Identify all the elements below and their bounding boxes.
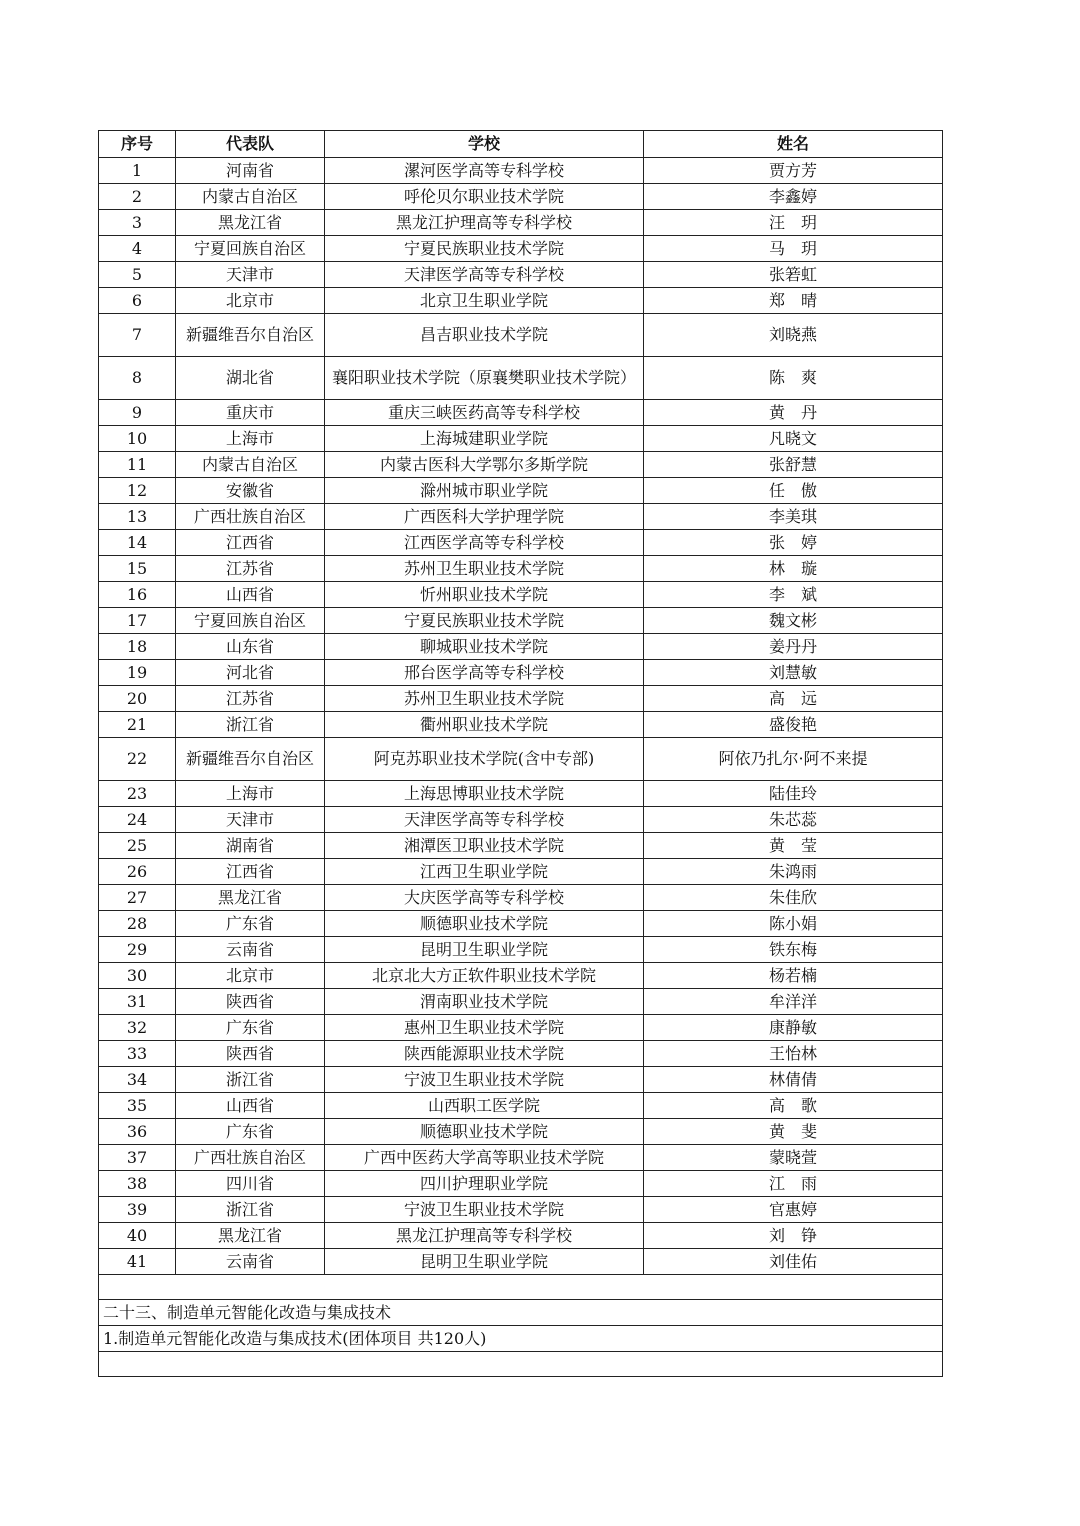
- cell-name: 王怡林: [644, 1041, 943, 1067]
- table-row: [99, 314, 943, 357]
- cell-name: 陆佳玲: [644, 781, 943, 807]
- cell-index: 35: [99, 1093, 176, 1119]
- cell-school: 宁夏民族职业技术学院: [325, 608, 644, 634]
- cell-index: 1: [99, 158, 176, 184]
- cell-school: 北京卫生职业学院: [325, 288, 644, 314]
- header-index: 序号: [99, 131, 176, 158]
- table-header-row: [99, 131, 943, 158]
- cell-school: 北京北大方正软件职业技术学院: [325, 963, 644, 989]
- cell-school: 湘潭医卫职业技术学院: [325, 833, 644, 859]
- table-row: [99, 1223, 943, 1249]
- cell-name: 林倩倩: [644, 1067, 943, 1093]
- table-row: [99, 582, 943, 608]
- cell-name: 刘 铮: [644, 1223, 943, 1249]
- cell-team: 天津市: [176, 807, 325, 833]
- cell-team: 宁夏回族自治区: [176, 608, 325, 634]
- cell-name: 贾方芳: [644, 158, 943, 184]
- cell-name: 阿依乃扎尔·阿不来提: [644, 738, 943, 781]
- cell-index: 20: [99, 686, 176, 712]
- cell-index: 2: [99, 184, 176, 210]
- cell-school: 忻州职业技术学院: [325, 582, 644, 608]
- cell-team: 广西壮族自治区: [176, 504, 325, 530]
- cell-team: 河南省: [176, 158, 325, 184]
- table-row: [99, 1041, 943, 1067]
- cell-name: 张箬虹: [644, 262, 943, 288]
- cell-school: 天津医学高等专科学校: [325, 262, 644, 288]
- table-row: [99, 184, 943, 210]
- table-row: [99, 357, 943, 400]
- cell-name: 黄 丹: [644, 400, 943, 426]
- cell-index: 12: [99, 478, 176, 504]
- cell-index: 41: [99, 1249, 176, 1275]
- cell-team: 宁夏回族自治区: [176, 236, 325, 262]
- cell-name: 蒙晓萱: [644, 1145, 943, 1171]
- cell-team: 四川省: [176, 1171, 325, 1197]
- cell-name: 汪 玥: [644, 210, 943, 236]
- table-row: [99, 686, 943, 712]
- cell-index: 40: [99, 1223, 176, 1249]
- cell-name: 马 玥: [644, 236, 943, 262]
- cell-school: 苏州卫生职业技术学院: [325, 556, 644, 582]
- table-row: [99, 452, 943, 478]
- cell-team: 湖北省: [176, 357, 325, 400]
- table-row: [99, 1093, 943, 1119]
- cell-school: 宁夏民族职业技术学院: [325, 236, 644, 262]
- table-row: [99, 963, 943, 989]
- table-row: [99, 426, 943, 452]
- cell-team: 江西省: [176, 859, 325, 885]
- table-row: [99, 634, 943, 660]
- cell-index: 28: [99, 911, 176, 937]
- cell-school: 江西医学高等专科学校: [325, 530, 644, 556]
- table-row: [99, 660, 943, 686]
- table-row: [99, 859, 943, 885]
- cell-name: 江 雨: [644, 1171, 943, 1197]
- table-row: [99, 712, 943, 738]
- cell-index: 14: [99, 530, 176, 556]
- cell-name: 林 璇: [644, 556, 943, 582]
- cell-team: 内蒙古自治区: [176, 452, 325, 478]
- cell-team: 上海市: [176, 426, 325, 452]
- cell-index: 24: [99, 807, 176, 833]
- cell-index: 16: [99, 582, 176, 608]
- cell-name: 朱佳欣: [644, 885, 943, 911]
- cell-school: 顺德职业技术学院: [325, 1119, 644, 1145]
- cell-team: 黑龙江省: [176, 1223, 325, 1249]
- table-row: [99, 833, 943, 859]
- cell-name: 李 斌: [644, 582, 943, 608]
- cell-index: 4: [99, 236, 176, 262]
- table-row: [99, 738, 943, 781]
- cell-school: 顺德职业技术学院: [325, 911, 644, 937]
- cell-name: 高 歌: [644, 1093, 943, 1119]
- cell-name: 官惠婷: [644, 1197, 943, 1223]
- cell-name: 康静敏: [644, 1015, 943, 1041]
- cell-name: 郑 晴: [644, 288, 943, 314]
- cell-name: 李鑫婷: [644, 184, 943, 210]
- cell-index: 32: [99, 1015, 176, 1041]
- cell-index: 3: [99, 210, 176, 236]
- cell-team: 江苏省: [176, 686, 325, 712]
- cell-school: 重庆三峡医药高等专科学校: [325, 400, 644, 426]
- cell-team: 浙江省: [176, 712, 325, 738]
- blank-row: [99, 1352, 943, 1377]
- table-row: [99, 210, 943, 236]
- cell-index: 26: [99, 859, 176, 885]
- cell-team: 山西省: [176, 582, 325, 608]
- cell-team: 黑龙江省: [176, 210, 325, 236]
- table-row: [99, 158, 943, 184]
- cell-school: 天津医学高等专科学校: [325, 807, 644, 833]
- cell-team: 天津市: [176, 262, 325, 288]
- cell-name: 凡晓文: [644, 426, 943, 452]
- cell-name: 陈小娟: [644, 911, 943, 937]
- cell-school: 邢台医学高等专科学校: [325, 660, 644, 686]
- cell-team: 云南省: [176, 937, 325, 963]
- table-row: [99, 530, 943, 556]
- cell-team: 上海市: [176, 781, 325, 807]
- table-body: [99, 158, 943, 1275]
- cell-index: 13: [99, 504, 176, 530]
- cell-index: 6: [99, 288, 176, 314]
- table-row: [99, 1249, 943, 1275]
- cell-school: 呼伦贝尔职业技术学院: [325, 184, 644, 210]
- cell-team: 北京市: [176, 963, 325, 989]
- cell-index: 21: [99, 712, 176, 738]
- cell-school: 漯河医学高等专科学校: [325, 158, 644, 184]
- cell-index: 22: [99, 738, 176, 781]
- cell-team: 新疆维吾尔自治区: [176, 314, 325, 357]
- section-subtitle: 1.制造单元智能化改造与集成技术(团体项目 共120人): [99, 1326, 943, 1352]
- cell-school: 四川护理职业学院: [325, 1171, 644, 1197]
- table-row: [99, 262, 943, 288]
- table-row: [99, 1171, 943, 1197]
- cell-name: 黄 斐: [644, 1119, 943, 1145]
- cell-name: 任 傲: [644, 478, 943, 504]
- cell-index: 34: [99, 1067, 176, 1093]
- cell-index: 7: [99, 314, 176, 357]
- cell-index: 5: [99, 262, 176, 288]
- cell-index: 27: [99, 885, 176, 911]
- cell-school: 聊城职业技术学院: [325, 634, 644, 660]
- cell-school: 广西医科大学护理学院: [325, 504, 644, 530]
- cell-school: 衢州职业技术学院: [325, 712, 644, 738]
- table-row: [99, 807, 943, 833]
- table-row: [99, 288, 943, 314]
- cell-school: 苏州卫生职业技术学院: [325, 686, 644, 712]
- table-row: [99, 1067, 943, 1093]
- table-row: [99, 911, 943, 937]
- cell-index: 11: [99, 452, 176, 478]
- cell-team: 湖南省: [176, 833, 325, 859]
- cell-school: 宁波卫生职业技术学院: [325, 1067, 644, 1093]
- cell-name: 刘佳佑: [644, 1249, 943, 1275]
- cell-name: 高 远: [644, 686, 943, 712]
- cell-name: 魏文彬: [644, 608, 943, 634]
- cell-index: 10: [99, 426, 176, 452]
- cell-school: 上海思博职业技术学院: [325, 781, 644, 807]
- cell-name: 盛俊艳: [644, 712, 943, 738]
- table-row: [99, 1145, 943, 1171]
- table-row: [99, 1197, 943, 1223]
- cell-index: 36: [99, 1119, 176, 1145]
- cell-index: 30: [99, 963, 176, 989]
- cell-index: 25: [99, 833, 176, 859]
- cell-school: 昆明卫生职业学院: [325, 937, 644, 963]
- cell-name: 杨若楠: [644, 963, 943, 989]
- results-table: [98, 130, 943, 1377]
- cell-index: 17: [99, 608, 176, 634]
- cell-index: 9: [99, 400, 176, 426]
- cell-name: 朱鸿雨: [644, 859, 943, 885]
- cell-name: 铁东梅: [644, 937, 943, 963]
- cell-team: 陕西省: [176, 1041, 325, 1067]
- cell-name: 陈 爽: [644, 357, 943, 400]
- cell-team: 江苏省: [176, 556, 325, 582]
- blank-row: [99, 1275, 943, 1300]
- cell-school: 黑龙江护理高等专科学校: [325, 210, 644, 236]
- cell-name: 朱芯蕊: [644, 807, 943, 833]
- table-row: [99, 400, 943, 426]
- cell-school: 惠州卫生职业技术学院: [325, 1015, 644, 1041]
- cell-team: 山西省: [176, 1093, 325, 1119]
- section-subtitle-row: [99, 1326, 943, 1352]
- cell-school: 山西职工医学院: [325, 1093, 644, 1119]
- cell-school: 黑龙江护理高等专科学校: [325, 1223, 644, 1249]
- header-team: 代表队: [176, 131, 325, 158]
- cell-team: 黑龙江省: [176, 885, 325, 911]
- cell-name: 牟洋洋: [644, 989, 943, 1015]
- table-row: [99, 556, 943, 582]
- cell-school: 阿克苏职业技术学院(含中专部): [325, 738, 644, 781]
- cell-school: 渭南职业技术学院: [325, 989, 644, 1015]
- cell-name: 黄 莹: [644, 833, 943, 859]
- cell-team: 山东省: [176, 634, 325, 660]
- cell-index: 31: [99, 989, 176, 1015]
- table-row: [99, 989, 943, 1015]
- cell-team: 云南省: [176, 1249, 325, 1275]
- cell-index: 15: [99, 556, 176, 582]
- cell-school: 江西卫生职业学院: [325, 859, 644, 885]
- section-title-row: [99, 1300, 943, 1326]
- cell-school: 陕西能源职业技术学院: [325, 1041, 644, 1067]
- cell-team: 广东省: [176, 1119, 325, 1145]
- cell-team: 广西壮族自治区: [176, 1145, 325, 1171]
- cell-team: 广东省: [176, 911, 325, 937]
- cell-school: 广西中医药大学高等职业技术学院: [325, 1145, 644, 1171]
- cell-school: 宁波卫生职业技术学院: [325, 1197, 644, 1223]
- section-title: 二十三、制造单元智能化改造与集成技术: [99, 1300, 943, 1326]
- cell-school: 襄阳职业技术学院（原襄樊职业技术学院）: [325, 357, 644, 400]
- cell-name: 李美琪: [644, 504, 943, 530]
- table-row: [99, 236, 943, 262]
- cell-team: 浙江省: [176, 1197, 325, 1223]
- header-name: 姓名: [644, 131, 943, 158]
- table-row: [99, 781, 943, 807]
- table-row: [99, 478, 943, 504]
- cell-index: 19: [99, 660, 176, 686]
- cell-index: 38: [99, 1171, 176, 1197]
- cell-team: 北京市: [176, 288, 325, 314]
- header-school: 学校: [325, 131, 644, 158]
- cell-name: 张 婷: [644, 530, 943, 556]
- cell-index: 29: [99, 937, 176, 963]
- cell-school: 大庆医学高等专科学校: [325, 885, 644, 911]
- cell-team: 广东省: [176, 1015, 325, 1041]
- table-row: [99, 504, 943, 530]
- cell-index: 8: [99, 357, 176, 400]
- cell-team: 江西省: [176, 530, 325, 556]
- table-row: [99, 885, 943, 911]
- cell-team: 新疆维吾尔自治区: [176, 738, 325, 781]
- cell-school: 昆明卫生职业学院: [325, 1249, 644, 1275]
- cell-name: 刘晓燕: [644, 314, 943, 357]
- cell-team: 河北省: [176, 660, 325, 686]
- table-row: [99, 608, 943, 634]
- cell-team: 浙江省: [176, 1067, 325, 1093]
- table-row: [99, 1015, 943, 1041]
- cell-index: 18: [99, 634, 176, 660]
- cell-school: 内蒙古医科大学鄂尔多斯学院: [325, 452, 644, 478]
- cell-school: 滁州城市职业学院: [325, 478, 644, 504]
- cell-index: 33: [99, 1041, 176, 1067]
- cell-index: 23: [99, 781, 176, 807]
- cell-team: 陕西省: [176, 989, 325, 1015]
- cell-name: 张舒慧: [644, 452, 943, 478]
- cell-team: 重庆市: [176, 400, 325, 426]
- cell-name: 姜丹丹: [644, 634, 943, 660]
- cell-index: 37: [99, 1145, 176, 1171]
- cell-name: 刘慧敏: [644, 660, 943, 686]
- cell-team: 内蒙古自治区: [176, 184, 325, 210]
- cell-school: 昌吉职业技术学院: [325, 314, 644, 357]
- cell-team: 安徽省: [176, 478, 325, 504]
- table-row: [99, 1119, 943, 1145]
- cell-school: 上海城建职业学院: [325, 426, 644, 452]
- table-row: [99, 937, 943, 963]
- cell-index: 39: [99, 1197, 176, 1223]
